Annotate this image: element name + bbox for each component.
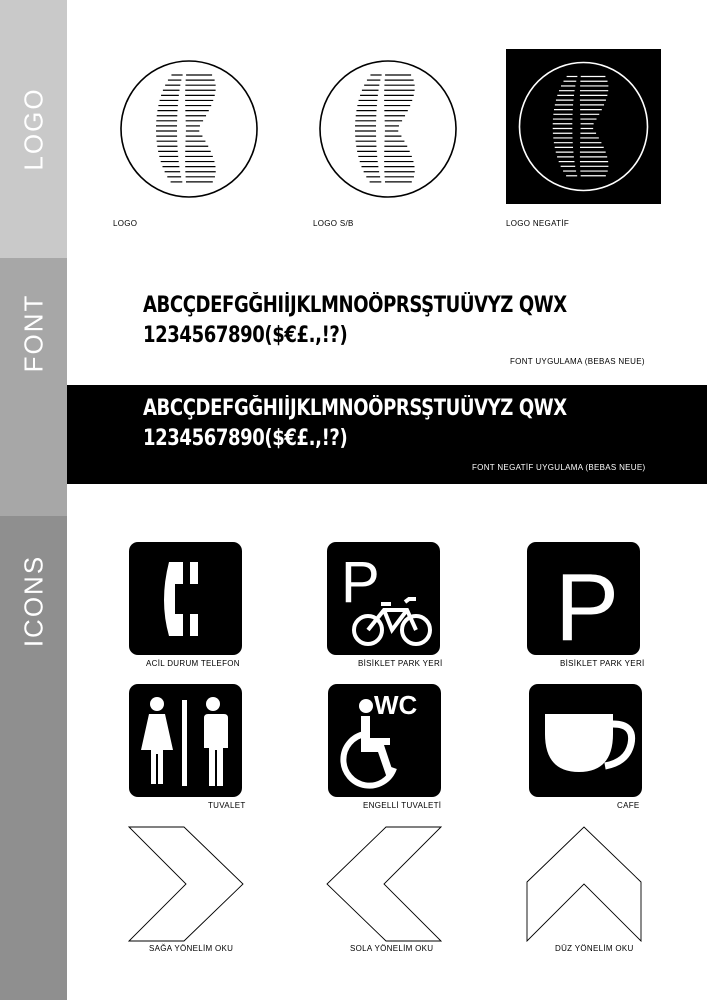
logo-black-white xyxy=(317,58,459,200)
arrow-up-icon xyxy=(526,826,642,942)
icon-caption-arrow-up: DÜZ YÖNELİM OKU xyxy=(555,944,634,953)
icon-caption-bicycle: BİSİKLET PARK YERİ xyxy=(358,659,443,668)
font-negative-letters: ABCÇDEFGĞHIİJKLMNOÖPRSŞTUÜVYZ QWX xyxy=(143,396,567,421)
arrow-left-icon xyxy=(326,826,442,942)
font-negative-caption: FONT NEGATİF UYGULAMA (BEBAS NEUE) xyxy=(472,463,646,472)
font-caption: FONT UYGULAMA (BEBAS NEUE) xyxy=(510,357,645,366)
wc-label: WC xyxy=(374,690,418,720)
parking-letter: P xyxy=(341,550,380,615)
restroom-icon xyxy=(129,684,242,797)
parking-letter-large: P xyxy=(555,554,620,655)
icon-caption-restroom: TUVALET xyxy=(208,801,246,810)
section-title-logo: LOGO xyxy=(18,87,48,171)
phone-icon xyxy=(129,542,242,655)
font-negative-numbers: 1234567890($€£.,!?) xyxy=(143,426,348,451)
section-title-font: FONT xyxy=(18,293,48,373)
parking-icon xyxy=(527,542,640,655)
accessible-wc-icon xyxy=(328,684,441,797)
section-title-icons: ICONS xyxy=(18,554,48,648)
font-sample-letters: ABCÇDEFGĞHIİJKLMNOÖPRSŞTUÜVYZ QWX xyxy=(143,293,567,318)
bicycle-parking-icon xyxy=(327,542,440,655)
cup-icon xyxy=(529,684,642,797)
icon-caption-phone: ACİL DURUM TELEFON xyxy=(146,659,240,668)
arrow-right-icon xyxy=(128,826,244,942)
icon-caption-arrow-left: SOLA YÖNELİM OKU xyxy=(350,944,434,953)
font-sample-numbers: 1234567890($€£.,!?) xyxy=(143,323,348,348)
logo-outline xyxy=(118,58,260,200)
logo-caption: LOGO xyxy=(113,219,138,228)
logo-sb-caption: LOGO S/B xyxy=(313,219,354,228)
logo-negative xyxy=(506,49,661,204)
icon-caption-cafe: CAFE xyxy=(617,801,640,810)
icon-caption-arrow-right: SAĞA YÖNELİM OKU xyxy=(149,944,234,953)
logo-negative-caption: LOGO NEGATİF xyxy=(506,219,570,228)
icon-caption-parking: BİSİKLET PARK YERİ xyxy=(560,659,645,668)
icon-caption-accessible: ENGELLİ TUVALETİ xyxy=(363,801,442,810)
